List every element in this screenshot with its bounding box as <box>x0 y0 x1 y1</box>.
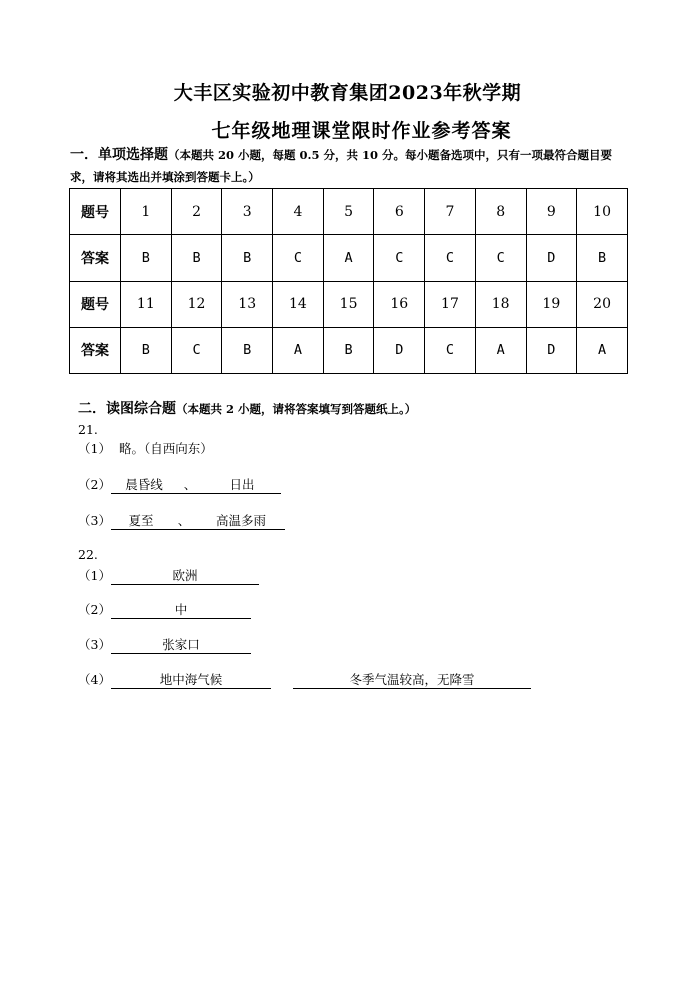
question-number: 9 <box>526 189 577 235</box>
separator: 、 <box>171 513 197 530</box>
question-number: 15 <box>323 281 374 327</box>
answer-cell: C <box>171 327 222 373</box>
table-row <box>70 327 628 373</box>
question-number: 4 <box>273 189 324 235</box>
q21-part1 <box>78 439 213 457</box>
answer-cell: D <box>526 235 577 281</box>
answer-cell: A <box>475 327 526 373</box>
answer-blank: 冬季气温较高，无降雪 <box>293 672 531 689</box>
part-label: （3） <box>78 637 111 652</box>
answer-cell: C <box>273 235 324 281</box>
answer-cell: B <box>222 235 273 281</box>
section1-note: （本题共 20 小题，每题 0.5 分，共 10 分。每小题备选项中，只有一项最符合题目要求，请将其选出并填涂到答题卡上。） <box>70 148 613 184</box>
answer-cell: D <box>374 327 425 373</box>
q21-number: 21. <box>78 422 98 437</box>
separator: 、 <box>177 477 203 494</box>
row-label: 答案 <box>70 235 121 281</box>
answer-blank: 欧洲 <box>111 568 259 585</box>
answer-cell: B <box>121 327 172 373</box>
question-number: 3 <box>222 189 273 235</box>
answer-blank: 地中海气候 <box>111 672 271 689</box>
question-number: 19 <box>526 281 577 327</box>
document-subtitle: 七年级地理课堂限时作业参考答案 <box>211 120 512 142</box>
question-number: 7 <box>425 189 476 235</box>
row-label: 题号 <box>70 281 121 327</box>
answer-cell: A <box>323 235 374 281</box>
part-label: （1） <box>78 441 111 456</box>
part-label: （3） <box>78 513 111 528</box>
section1-title: 一．单项选择题 <box>70 147 168 163</box>
question-number: 10 <box>577 189 628 235</box>
answer-cell: B <box>323 327 374 373</box>
question-number: 11 <box>121 281 172 327</box>
answer-cell: C <box>475 235 526 281</box>
question-number: 16 <box>374 281 425 327</box>
section2-note: （本题共 2 小题，请将答案填写到答题纸上。） <box>176 402 417 416</box>
question-number: 18 <box>475 281 526 327</box>
answer-blank: 日出 <box>203 477 281 494</box>
answer-cell: A <box>577 327 628 373</box>
question-number: 13 <box>222 281 273 327</box>
part-label: （4） <box>78 672 111 687</box>
section2-title: 二．读图综合题 <box>78 401 176 417</box>
section2-heading <box>78 398 416 418</box>
q21-part3 <box>78 511 285 530</box>
part-label: （2） <box>78 477 111 492</box>
q22-part3 <box>78 635 251 654</box>
row-label: 答案 <box>70 327 121 373</box>
answer-blank: 夏至 <box>111 513 171 530</box>
question-number: 5 <box>323 189 374 235</box>
answer-text: 略。（自西向东） <box>118 441 213 456</box>
part-label: （2） <box>78 602 111 617</box>
question-number: 1 <box>121 189 172 235</box>
answer-cell: D <box>526 327 577 373</box>
question-number: 14 <box>273 281 324 327</box>
q22-number: 22. <box>78 547 98 562</box>
question-number: 12 <box>171 281 222 327</box>
question-number: 2 <box>171 189 222 235</box>
answer-cell: C <box>374 235 425 281</box>
answer-cell: A <box>273 327 324 373</box>
question-number: 17 <box>425 281 476 327</box>
answer-blank: 中 <box>111 602 251 619</box>
answer-cell: B <box>171 235 222 281</box>
answer-cell: B <box>577 235 628 281</box>
q22-part1 <box>78 566 259 585</box>
question-number: 20 <box>577 281 628 327</box>
part-label: （1） <box>78 568 111 583</box>
q22-part4 <box>78 670 531 689</box>
q21-part2 <box>78 475 281 494</box>
table-row <box>70 189 628 235</box>
q22-part2 <box>78 600 251 619</box>
table-row <box>70 235 628 281</box>
section1-heading <box>70 144 630 188</box>
answer-table <box>69 188 628 374</box>
document-title: 大丰区实验初中教育集团2023年秋学期 <box>173 82 522 104</box>
answer-cell: C <box>425 327 476 373</box>
answer-blank: 晨昏线 <box>111 477 177 494</box>
answer-cell: C <box>425 235 476 281</box>
table-row <box>70 281 628 327</box>
question-number: 8 <box>475 189 526 235</box>
answer-cell: B <box>121 235 172 281</box>
answer-blank: 张家口 <box>111 637 251 654</box>
answer-cell: B <box>222 327 273 373</box>
answer-blank: 高温多雨 <box>197 513 285 530</box>
row-label: 题号 <box>70 189 121 235</box>
question-number: 6 <box>374 189 425 235</box>
